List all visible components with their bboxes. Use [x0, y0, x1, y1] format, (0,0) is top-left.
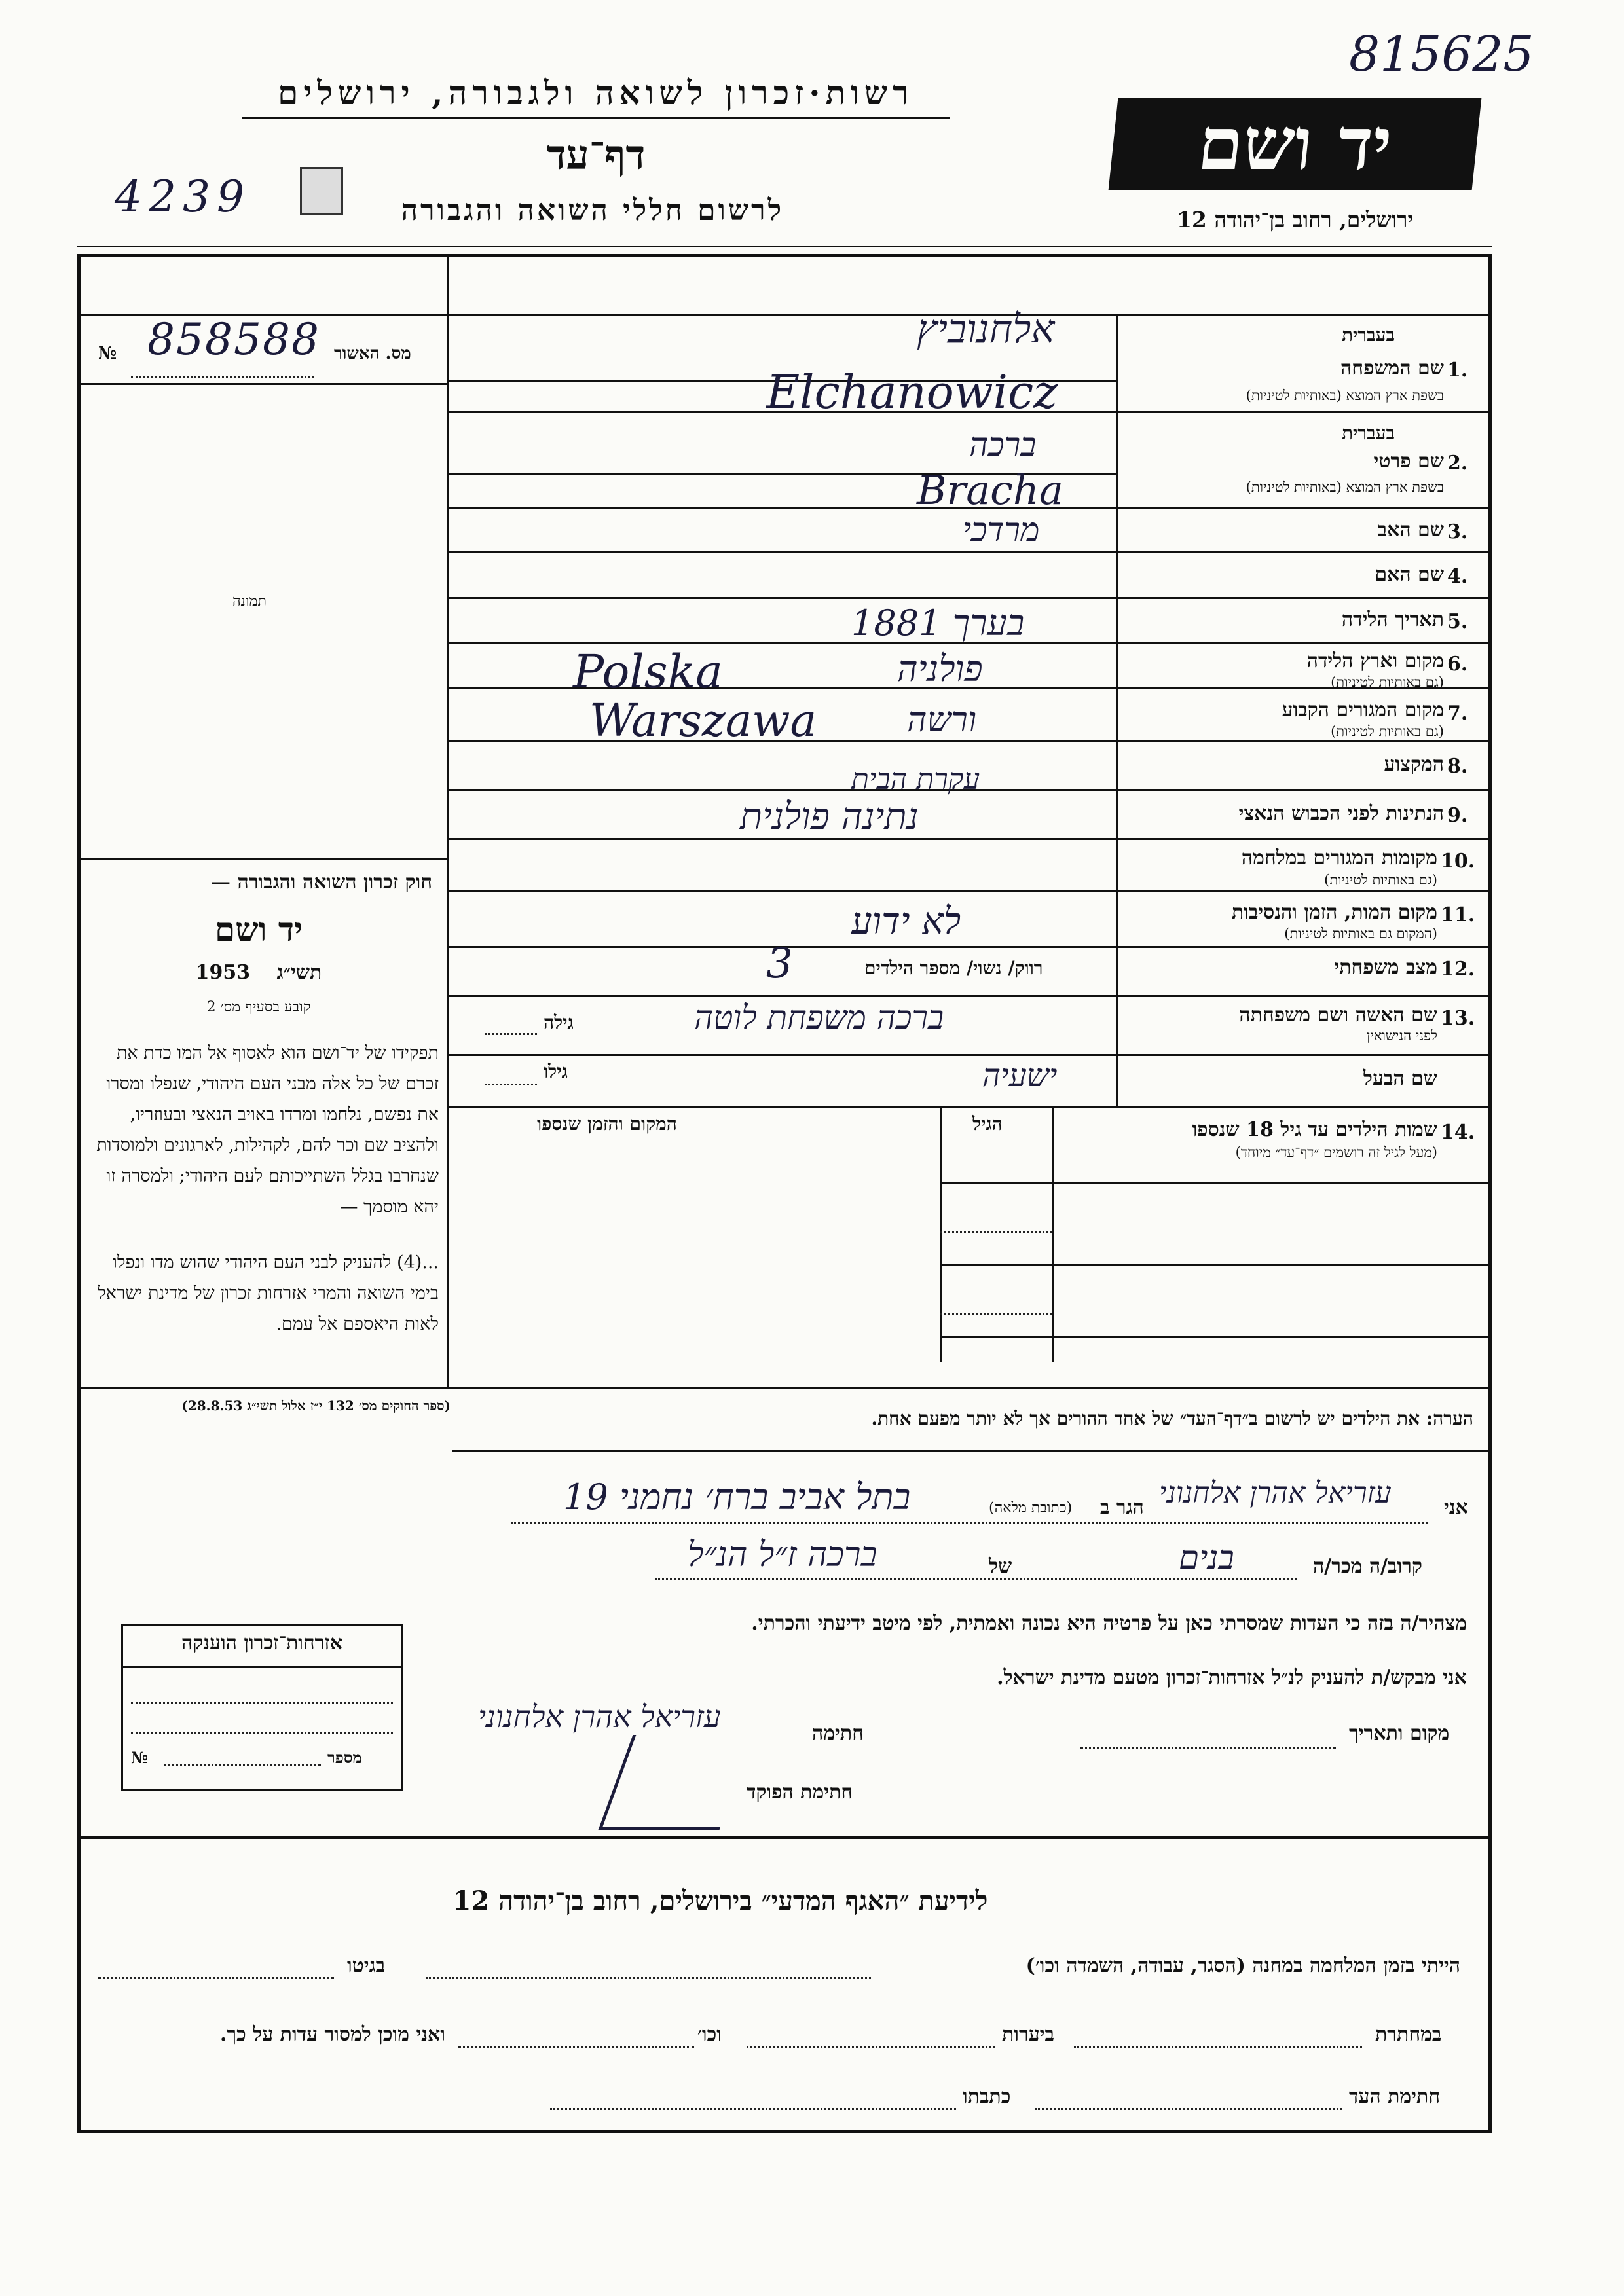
declarant-name: עזריאל אהרן אלחנוני: [1159, 1476, 1392, 1510]
field-3-label: שם האב: [1377, 519, 1444, 541]
field-2-note: בשפת ארץ המוצא (באותיות לטיניות): [1246, 479, 1444, 495]
law-year-hebrew: תשי״ג: [276, 961, 322, 984]
husband-label: שם הבעל: [1363, 1067, 1437, 1090]
camp-field[interactable]: [426, 1977, 871, 1979]
field-13-note: לפני הנישואין: [1367, 1028, 1437, 1044]
field-2-number: 2.: [1447, 452, 1468, 475]
field-5-number: 5.: [1447, 610, 1468, 633]
field-9-number: 9.: [1447, 804, 1468, 827]
marital-options: רווק/ נשוי/ מספר הילדים: [864, 957, 1043, 979]
field-10-note: (גם באותיות לטיניות): [1324, 872, 1437, 888]
approval-number-label: מס. האשור: [334, 344, 411, 363]
field-7-note: (גם באותיות לטיניות): [1331, 723, 1444, 739]
children-count: 3: [766, 939, 793, 988]
form-subtitle: לרשום חללי השואה והגבורה: [401, 194, 784, 227]
field-4-number: 4.: [1447, 565, 1468, 588]
underground-field[interactable]: [1074, 2046, 1362, 2048]
witness-signature-field[interactable]: [1035, 2108, 1342, 2110]
field-2-value-latin: Bracha: [917, 466, 1063, 514]
field-8-number: 8.: [1447, 755, 1468, 778]
field-13-number: 13.: [1441, 1007, 1475, 1030]
logo-text: יד ושם: [1194, 101, 1396, 186]
resides-label: הגר ב: [1100, 1496, 1144, 1519]
info-line1-a: הייתי בזמן המלחמה במחנה (הסגר, עבודה, השמדה וכו׳): [1025, 1954, 1460, 1977]
address: ירושלים, רחוב בן־יהודה 12: [1176, 207, 1414, 232]
lower-divider: [77, 1836, 1492, 1839]
field-13-value: ברכה משפחת לוטה: [694, 998, 944, 1036]
field-5-value: בערך 1881: [851, 602, 1025, 644]
declarant-i-label: אני: [1444, 1496, 1468, 1519]
address-note: (כתובת מלאה): [989, 1500, 1073, 1516]
place-date-field[interactable]: [1080, 1747, 1336, 1749]
field-2-value-hebrew: ברכה: [969, 426, 1037, 464]
field-11-note: (המקום גם באותיות לטיניות): [1284, 926, 1437, 941]
address-value: בתל אביב ברח׳ נחמני 19: [563, 1476, 911, 1518]
statement: מצהיר/ה בזה כי העדות שמסרתי כאן על פרטיה היא נכונה ואמתית, לפי מיטב ידיעתי והכרתי.: [751, 1612, 1467, 1635]
field-2-lang: בעברית: [1341, 422, 1395, 444]
approval-number-symbol: №: [98, 344, 117, 363]
request: אני מבקש/ת להעניק לנ״ל אזרחות־זכרון מטעם מדינת ישראל.: [997, 1666, 1467, 1689]
field-5-label: תאריך הלידה: [1341, 608, 1444, 631]
forests-field[interactable]: [747, 2046, 995, 2048]
info-line2-a: במחתרת: [1375, 2023, 1442, 2046]
info-line3-a: חתימת העד: [1349, 2085, 1441, 2108]
law-year: [85, 961, 432, 984]
other-field[interactable]: [458, 2046, 694, 2048]
field-7-value-latin: Warszawa: [589, 695, 817, 747]
place-date-label: מקום ותאריך: [1349, 1722, 1450, 1745]
of-value: ברכה ז״ל הנ״ל: [688, 1535, 877, 1575]
officer-label: חתימת הפוקד: [747, 1781, 853, 1804]
field-1-note: בשפת ארץ המוצא (באותיות לטיניות): [1246, 388, 1444, 403]
stamp-box-no-mark: №: [131, 1748, 149, 1767]
left-column-divider: [447, 254, 449, 1388]
field-7-value-hebrew: ורשה: [907, 701, 977, 740]
law-clause: קובע בסעיף מס׳ 2: [206, 999, 311, 1015]
stamp-box-title: אזרחות־זכרון הוענקה: [181, 1631, 343, 1654]
handwritten-file-number: 4239: [115, 172, 251, 222]
field-12-label: מצב משפחתי: [1334, 956, 1437, 979]
field-14-number: 14.: [1441, 1121, 1475, 1144]
field-10-number: 10.: [1441, 850, 1475, 873]
field-1-lang: בעברית: [1341, 324, 1395, 346]
relative-label: קרוב/ה מכר/ה: [1313, 1555, 1422, 1578]
info-line1-b: בגיטו: [347, 1954, 386, 1977]
ghetto-field[interactable]: [98, 1977, 334, 1979]
of-label: של: [989, 1555, 1012, 1578]
husband-age-label: גילו: [544, 1061, 568, 1082]
field-3-value: מרדכי: [963, 511, 1040, 549]
field-1-label: שם המשפחה: [1340, 357, 1444, 380]
field-7-number: 7.: [1447, 702, 1468, 725]
field-6-note: (גם באותיות לטיניות): [1331, 674, 1444, 690]
field-12-number: 12.: [1441, 958, 1475, 981]
age-column-header: הגיל: [972, 1113, 1003, 1135]
field-3-number: 3.: [1447, 520, 1468, 543]
field-11-value: לא ידוע: [851, 900, 961, 943]
info-title: לידיעת ״האגף המדעי״ בירושלים, רחוב בן־יהודה 12: [452, 1886, 988, 1916]
field-9-value: נתינה פולנית: [740, 795, 919, 838]
archive-number: 815625: [1349, 26, 1534, 82]
field-9-label: הנתינות לפני הכבוש הנאצי: [1238, 802, 1444, 825]
field-13-label: שם האשה ושם משפחתה: [1239, 1004, 1437, 1027]
field-6-number: 6.: [1447, 653, 1468, 676]
field-7-label: מקום המגורים הקבוע: [1282, 699, 1444, 721]
law-source: (ספר החוקים מס׳ 132 י״ז אלול תשי״ג 28.8.53): [181, 1398, 451, 1413]
info-line2-b: ביערות: [1002, 2023, 1055, 2046]
form-title: דף־עד: [546, 131, 646, 179]
field-14-label: שמות הילדים עד גיל 18 שנספו: [1192, 1118, 1437, 1141]
info-line3-b: כתבתו: [963, 2085, 1011, 2108]
field-8-label: המקצוע: [1384, 753, 1444, 776]
field-6-label: מקום וארץ הלידה: [1306, 649, 1444, 672]
law-text-2: ...(4) להעניק לבני העם היהודי שהוש מדו ונפלו בימי השואה והמרי אזרחות זכרון של מדינת ישראל לאות היאספם אל עמם.: [98, 1252, 439, 1334]
stamp-mark: [300, 167, 343, 215]
field-11-number: 11.: [1441, 903, 1475, 926]
field-14-note: (מעל לגיל זה רושמים ״דף־עד״ מיוחד): [1235, 1144, 1437, 1160]
logo: [1109, 98, 1482, 190]
relative-value: בנים: [1179, 1539, 1234, 1576]
institution-name: רשות·זכרון לשואה ולגבורה, ירושלים: [278, 73, 914, 112]
top-thin-rule: [77, 246, 1492, 247]
husband-value: ישעיה: [982, 1057, 1058, 1094]
field-1-number: 1.: [1447, 359, 1468, 382]
institution-underline: [242, 117, 950, 119]
law-title: חוק זכרון השואה והגבורה —: [211, 871, 432, 894]
info-line2-d: ואני מוכן למסור עדות על כך.: [219, 2023, 445, 2046]
signature-label: חתימה: [812, 1722, 864, 1745]
field-6-value-latin: Polska: [573, 645, 723, 699]
wife-age-label: גילה: [544, 1011, 574, 1033]
law-name: יד ושם: [215, 910, 303, 949]
signature-value: עזריאל אהרן אלחנוני: [478, 1699, 721, 1734]
field-1-value-latin: Elchanowicz: [766, 365, 1058, 419]
photo-label: תמונה: [232, 593, 267, 610]
place-column-header: המקום והזמן שנספו: [537, 1113, 677, 1135]
field-4-label: שם האם: [1375, 563, 1444, 586]
remark: הערה: את הילדים יש לרשום ב״דף־העד״ של אחד ההורים אך לא יותר מפעם אחת.: [871, 1408, 1473, 1429]
field-8-value: עקרת הבית: [851, 763, 980, 796]
field-10-label: מקומות המגורים במלחמה: [1241, 847, 1437, 869]
witness-address-field[interactable]: [550, 2108, 956, 2110]
field-1-value-hebrew: אלחנוביץ: [917, 306, 1055, 352]
law-year-gregorian: 1953: [195, 961, 251, 984]
approval-number-value: 858588: [147, 314, 320, 365]
label-column-divider: [1116, 314, 1118, 1106]
field-11-label: מקום המות, הזמן והנסיבות: [1231, 901, 1437, 924]
field-2-label: שם פרטי: [1373, 450, 1444, 473]
info-line2-c: וכו׳: [697, 2023, 722, 2046]
field-6-value-hebrew: פולניה: [897, 648, 983, 689]
stamp-box-number-label: מספר: [327, 1748, 362, 1767]
law-text: תפקידו של יד־ושם הוא לאסוף אל המו כדת את זכרם של כל אלה מבני העם היהודי, שנפלו ומסרו את נפשם, נלחמו ומרדו באויב הנאצי ובעוזריו, ולהציב שם וכר להם, לקהילות, לארגונים ולמוסדות שנחרבו בגלל השתייכותם לעם היהודי; ולמסרה זו יהא מוסמך —: [96, 1043, 439, 1217]
